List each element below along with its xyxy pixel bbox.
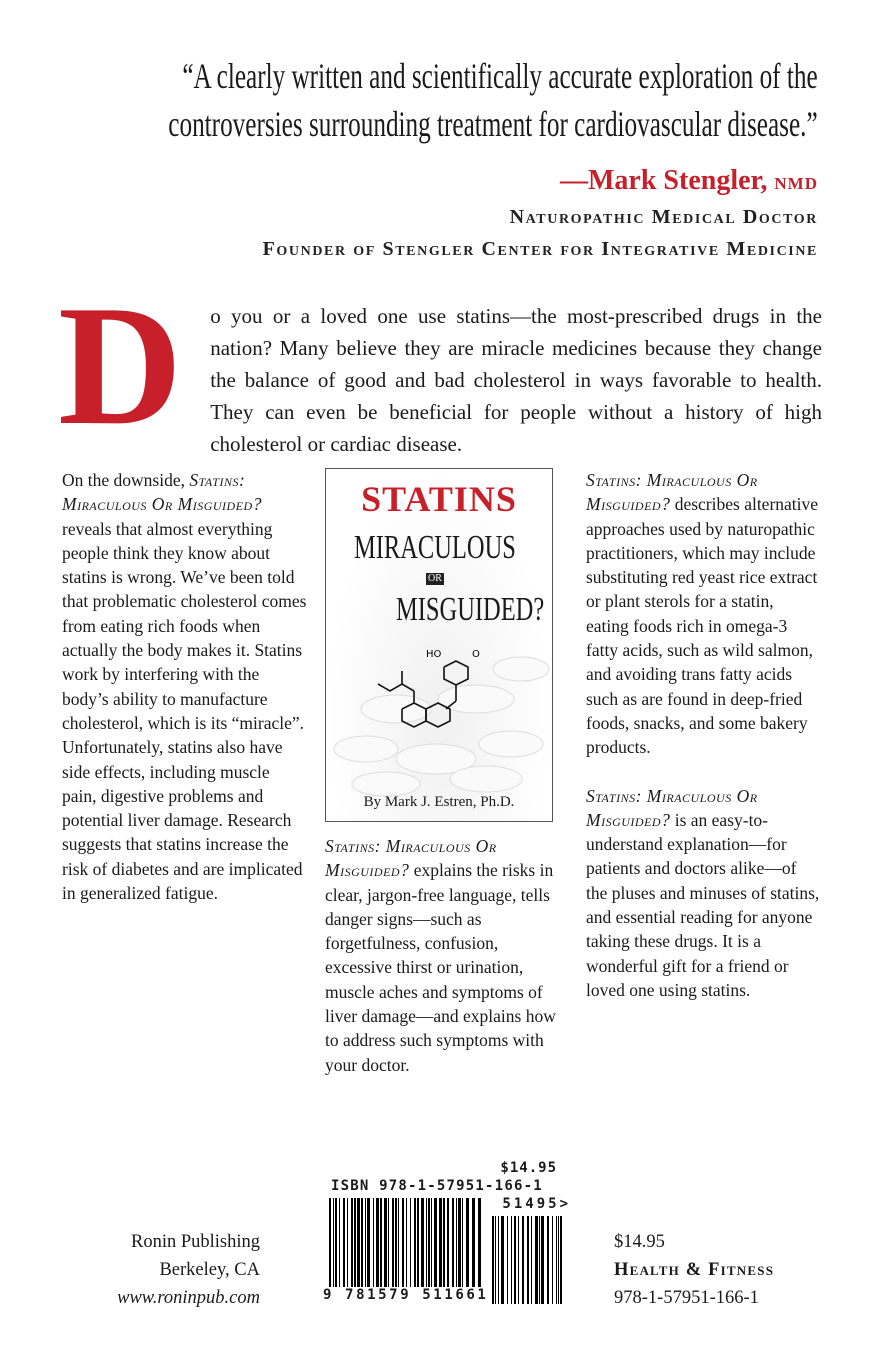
book-title-ref: Statins: Miraculous Or Misguided? [586,785,758,830]
barcode-bar [514,1216,516,1304]
drop-cap: D [58,271,183,461]
barcode-bar [560,1216,562,1304]
price: $14.95 [614,1232,665,1252]
quote-credential: nmd [774,169,818,195]
quote-line-2: controversies surrounding treatment for cardiovascular disease.” [168,104,818,144]
barcode-bar [518,1216,519,1304]
book-title-ref: Statins: Miraculous Or Misguided? [62,470,262,515]
barcode-price: $14.95 [500,1160,557,1176]
col1-text: reveals that almost everything people think they know about statins is wrong. We’ve been told that problematic cholesterol comes from eating rich foods when actually the body makes it. Statins work by interfering with the body’s ability to manufacture cholesterol, which is its “miracle”. Unfortunately, statins also have side effects, including muscle pain, digestive problems and potential liver damage. Research suggests that statins increase the risk of diabetes and are implicated in generalized fatigue. [62,518,307,904]
col3-text-2: is an easy-to-understand explanation—for patients and doctors alike—of the pluses and minuses of statins, and essential reading for anyone taking these drugs. It is a wonderful gift for a friend or loved one using statins. [586,809,820,1000]
quote-author: —Mark Stengler, [560,165,768,196]
quote-line-1: “A clearly written and scientifically accurate exploration of the [182,56,818,96]
thumb-or: OR [428,573,442,584]
barcode-bar [541,1216,544,1304]
price-info [614,1228,774,1312]
book-title-ref: Statins: Miraculous Or Misguided? [586,470,758,515]
barcode-bar [527,1216,529,1304]
publisher-city: Berkeley, CA [159,1260,260,1280]
barcode-bar [507,1216,508,1304]
barcode-bar [498,1216,499,1304]
barcode-addon: 51495> [502,1196,571,1212]
barcode-bar [511,1216,512,1304]
intro-paragraph [58,271,822,461]
isbn: 978-1-57951-166-1 [614,1288,759,1308]
category: Health & Fitness [614,1260,775,1280]
barcode-bar [558,1216,559,1304]
col3-text-1: describes alternative approaches used by naturopathic practitioners, which may include substituting red yeast rice extract or plant sterols for a statin, eating foods rich in omega-3 fatty acids, such as wild salmon, and avoiding trans fatty acids such as are found in deep-fried foods, snacks, and some bakery products. [586,494,819,758]
column-left [62,468,307,929]
barcode-bar [556,1216,557,1304]
publisher-info [62,1228,260,1312]
thumb-word-1: MIRACULOUS [354,529,516,566]
thumb-word-2: MISGUIDED? [396,591,545,628]
barcode-bar [501,1216,504,1304]
barcode-bar [495,1216,496,1304]
intro-text: o you or a loved one use statins—the most-prescribed drugs in the nation? Many believe they are miracle medicines because they change the balance of good and bad cholesterol in ways favorable to health. They can even be beneficial for people without a history of high cholesterol or cardiac disease. [210,304,822,456]
svg-text:HO: HO [426,649,442,660]
column-right [586,468,820,1026]
barcode-bar [547,1216,549,1304]
barcode-number: 9 781579 511661 [323,1287,489,1303]
isbn-barcode [323,1160,577,1304]
publisher-name: Ronin Publishing [130,1232,260,1252]
author-title-2: Founder of Stengler Center for Integrative Medicine [262,238,818,260]
column-middle [325,834,557,1101]
author-title-1: Naturopathic Medical Doctor [509,206,818,228]
publisher-url[interactable]: www.roninpub.com [117,1288,260,1308]
quote-attribution [560,164,818,199]
barcode-bar [492,1216,494,1304]
book-title-ref: Statins: Miraculous Or Misguided? [325,836,497,881]
cover-thumbnail [325,468,553,822]
barcode-bar [522,1216,524,1304]
col2-text: explains the risks in clear, jargon-free language, tells danger signs—such as forgetfulness, confusion, excessive thirst or urination, muscle aches and symptoms of liver damage—and explains how to address such symptoms with your doctor. [325,860,556,1075]
barcode-bar [539,1216,540,1304]
endorsement-quote [169,52,818,148]
barcode-isbn: ISBN 978-1-57951-166-1 [331,1178,543,1194]
svg-text:O: O [472,649,480,660]
barcode-bar [531,1216,532,1304]
pills-molecule-illustration [326,469,552,821]
col1-lead: On the downside, [62,470,185,490]
barcode-bar [552,1216,553,1304]
barcode-bar [535,1216,538,1304]
thumb-title: STATINS [361,479,517,519]
thumb-author: By Mark J. Estren, Ph.D. [363,794,515,810]
